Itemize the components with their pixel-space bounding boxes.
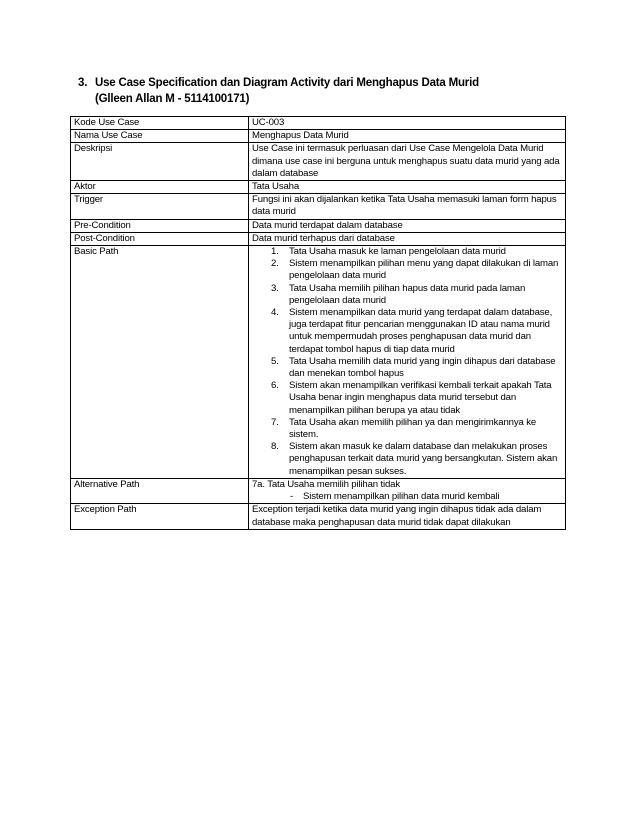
trigger-label: Trigger <box>71 194 249 219</box>
step-item <box>271 355 559 380</box>
kode-label: Kode Use Case <box>71 117 249 130</box>
nama-value: Menghapus Data Murid <box>249 130 566 143</box>
step-text: Tata Usaha memilih data murid yang ingin dihapus dari database dan menekan tombol hapus <box>289 355 556 380</box>
step-number: 1. <box>271 246 279 258</box>
table-row <box>71 246 566 479</box>
section-heading <box>78 75 479 107</box>
table-row <box>71 478 566 503</box>
step-number: 7. <box>271 416 279 428</box>
kode-value: UC-003 <box>249 117 566 130</box>
step-text: Sistem menampilkan pilihan menu yang dapat dilakukan di laman pengelolaan data murid <box>289 258 559 282</box>
alternative-path-label: Alternative Path <box>71 478 249 503</box>
nama-label: Nama Use Case <box>71 130 249 143</box>
post-condition-label: Post-Condition <box>71 232 249 245</box>
basic-path-label: Basic Path <box>71 246 249 479</box>
table-row <box>71 143 566 181</box>
step-text: Tata Usaha masuk ke laman pengelolaan data murid <box>289 246 506 258</box>
heading-author: (Glleen Allan M - 5114100171) <box>95 93 250 105</box>
step-number: 8. <box>271 441 279 453</box>
step-item <box>271 441 559 478</box>
step-item <box>271 307 559 356</box>
step-text: Tata Usaha akan memilih pilihan ya dan mengirimkannya ke sistem. <box>289 416 537 441</box>
table-row <box>71 504 566 529</box>
step-text: Sistem akan menampilkan verifikasi kembali terkait apakah Tata Usaha benar ingin menghapus data murid tersebut dan menampilkan pilihan berupa ya atau tidak <box>289 380 552 416</box>
use-case-table <box>70 116 566 530</box>
deskripsi-label: Deskripsi <box>71 143 249 181</box>
step-text: Tata Usaha memilih pilihan hapus data murid pada laman pengelolaan data murid <box>289 282 526 306</box>
table-row <box>71 117 566 130</box>
alternative-substep <box>252 491 563 503</box>
step-text: Sistem menampilkan data murid yang terdapat dalam database, juga terdapat fitur pencarian menggunakan ID atau nama murid untuk mempermudah proses penghapusan data murid dan terdapat tombol hapus di tiap data murid <box>289 307 553 355</box>
alternative-substep-text: Sistem menampilkan pilihan data murid kembali <box>303 491 500 503</box>
alternative-step: 7a. Tata Usaha memilih pilihan tidak <box>252 478 401 490</box>
step-item <box>271 258 559 282</box>
pre-condition-label: Pre-Condition <box>71 219 249 232</box>
exception-path-value: Exception terjadi ketika data murid yang ingin dihapus tidak ada dalam database maka penghapusan data murid tidak dapat dilakukan <box>249 504 566 529</box>
step-item <box>271 416 559 441</box>
basic-path-value <box>249 246 566 479</box>
step-item <box>271 282 559 307</box>
section-title: Use Case Specification dan Diagram Activity dari Menghapus Data Murid <box>95 77 479 89</box>
step-number: 6. <box>271 380 279 392</box>
pre-condition-value: Data murid terdapat dalam database <box>249 219 566 232</box>
table-row <box>71 130 566 143</box>
step-item <box>271 380 559 417</box>
trigger-value: Fungsi ini akan dijalankan ketika Tata Usaha memasuki laman form hapus data murid <box>249 194 566 219</box>
table-row <box>71 194 566 219</box>
table-row <box>71 219 566 232</box>
section-number: 3. <box>78 77 88 89</box>
post-condition-value: Data murid terhapus dari database <box>249 232 566 245</box>
alternative-path-value <box>249 478 566 503</box>
heading-line-1 <box>78 75 479 91</box>
step-number: 5. <box>271 355 279 367</box>
table-row <box>71 232 566 245</box>
step-number: 4. <box>271 307 279 319</box>
step-number: 2. <box>271 258 279 270</box>
dash-bullet: - <box>290 491 294 503</box>
step-text: Sistem akan masuk ke dalam database dan melakukan proses penghapusan terkait data murid yang bersangkutan. Sistem akan menampilkan pesan sukses. <box>289 441 558 477</box>
aktor-label: Aktor <box>71 181 249 194</box>
step-item <box>271 246 559 258</box>
table-row <box>71 181 566 194</box>
deskripsi-value: Use Case ini termasuk perluasan dari Use Case Mengelola Data Murid dimana use case ini berguna untuk menghapus suatu data murid yang ada dalam database <box>249 143 566 181</box>
aktor-value: Tata Usaha <box>249 181 566 194</box>
exception-path-label: Exception Path <box>71 504 249 529</box>
basic-path-steps <box>252 246 563 478</box>
step-number: 3. <box>271 282 279 294</box>
